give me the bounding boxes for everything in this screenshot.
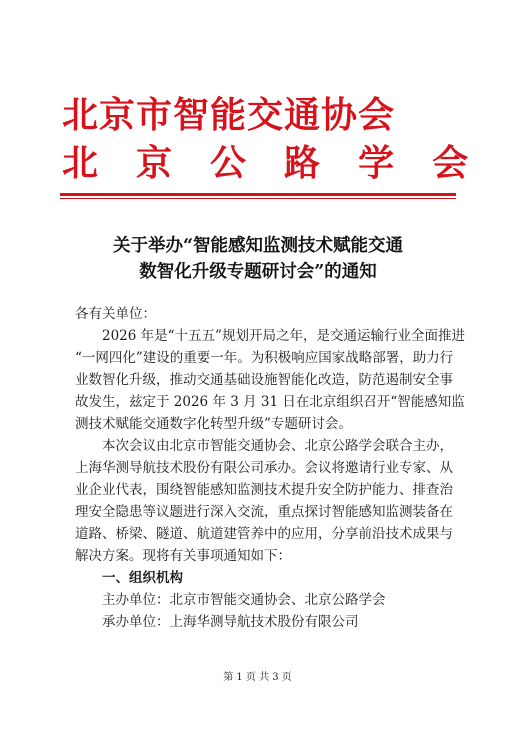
org-name-char: 公: [210, 143, 247, 184]
org-name-intelligent-transport-association: 北京市智能交通协会: [62, 95, 396, 136]
paragraph-1-line: 业数智化升级，推动交通基础设施智能化改造，防范遏制安全事: [75, 372, 453, 388]
paragraph-2-line: 理安全隐患等议题进行深入交流，重点探讨智能感知监测装备在: [75, 504, 453, 520]
notice-title-line-2: 数智化升级专题研讨会”的通知: [139, 262, 377, 282]
organizer-unit-line: 承办单位：上海华测导航技术股份有限公司: [102, 614, 359, 630]
notice-title-line-1: 关于举办“智能感知监测技术赋能交通: [112, 236, 404, 256]
page-number: 第 1 页 共 3 页: [223, 672, 292, 683]
paragraph-2-line: 上海华测导航技术股份有限公司承办。会议将邀请行业专家、从: [75, 460, 453, 476]
red-divider-thick: [60, 193, 456, 196]
org-name-char: 学: [358, 143, 395, 184]
org-name-char: 会: [432, 143, 469, 184]
paragraph-2-line: 业企业代表，围绕智能感知监测技术提升安全防护能力、排查治: [75, 482, 453, 498]
paragraph-1-line: 故发生，兹定于 2026 年 3 月 31 日在北京组织召开“智能感知监: [75, 394, 465, 410]
paragraph-2-line: 道路、桥梁、隧道、航道建管养中的应用，分享前沿技术成果与: [75, 526, 453, 542]
paragraph-1-line: “一网四化”建设的重要一年。为积极响应国家战略部署，助力行: [75, 350, 454, 366]
section-heading-organization: 一、组织机构: [102, 570, 183, 586]
org-name-highway-society: [62, 143, 469, 184]
paragraph-2-line: 本次会议由北京市智能交通协会、北京公路学会联合主办，: [102, 438, 453, 454]
salutation: 各有关单位：: [75, 306, 156, 322]
org-name-char: 北: [62, 143, 99, 184]
host-units-line: 主办单位：北京市智能交通协会、北京公路学会: [102, 592, 386, 608]
org-name-char: 路: [284, 143, 321, 184]
paragraph-1-line: 测技术赋能交通数字化转型升级”专题研讨会。: [75, 416, 352, 432]
paragraph-2-line: 解决方案。现将有关事项通知如下：: [75, 548, 291, 564]
paragraph-1-line: 2026 年是“十五五”规划开局之年，是交通运输行业全面推进: [102, 328, 465, 344]
red-divider-thin: [60, 198, 456, 199]
org-name-char: 京: [136, 143, 173, 184]
